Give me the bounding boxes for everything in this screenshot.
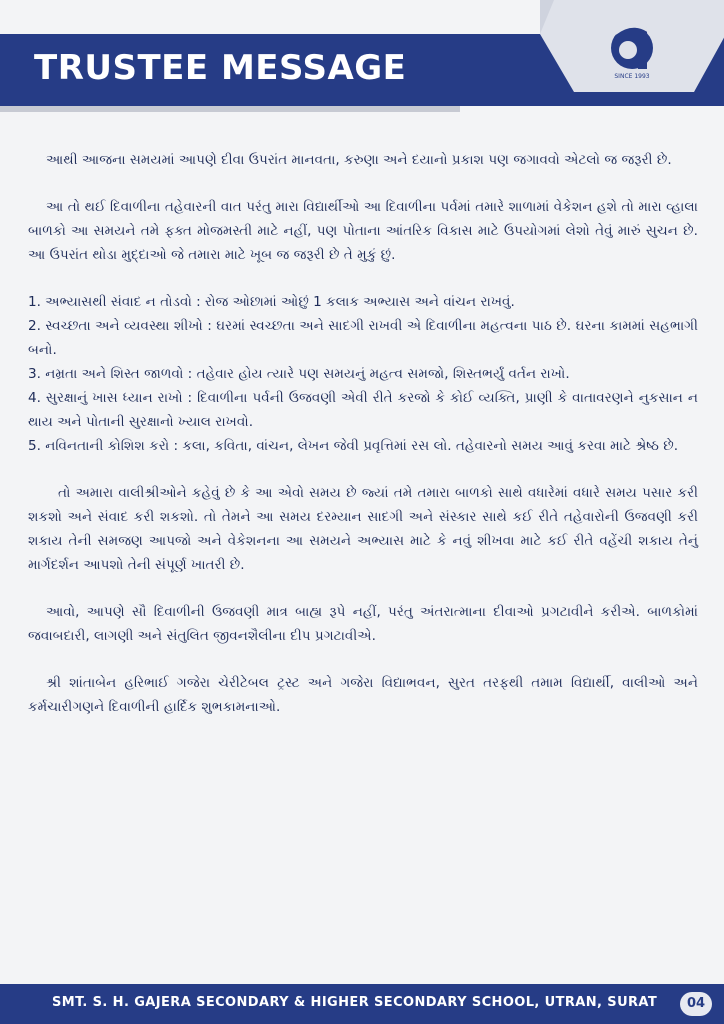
list-item: 3. નમ્રતા અને શિસ્ત જાળવો : તહેવાર હોય ત્યારે પણ સમયનું મહત્વ સમજો, શિસ્તભર્યું વર્તન રાખો. (28, 366, 570, 382)
logo-caption: SINCE 1993 (614, 73, 650, 80)
school-logo (540, 0, 724, 92)
page-number: 04 (680, 992, 712, 1016)
footer-bar (0, 984, 724, 1024)
school-name: SMT. S. H. GAJERA SECONDARY & HIGHER SECONDARY SCHOOL, UTRAN, SURAT (52, 995, 658, 1010)
logo-icon (611, 26, 653, 69)
list-item: 2. સ્વચ્છતા અને વ્યવસ્થા શીખો : ઘરમાં સ્વચ્છતા અને સાદગી રાખવી એ દિવાળીના મહત્વના પાઠ છે. ઘરના કામમાં સહભાગી બનો. (28, 318, 698, 358)
vacation-paragraph: આ તો થઈ દિવાળીના તહેવારની વાત પરંતુ મારા વિદ્યાર્થીઓ આ દિવાળીના પર્વમાં તમારે શાળામાં વેકેશન હશે તો મારા વ્હાલા બાળકો આ સમયને તમે ફક્ત મોજમસ્તી માટે નહીં, પણ પોતાના આંતરિક વિકાસ માટે ઉપયોગમાં લેશો તેવું મારું સુચન છે. આ ઉપરાંત થોડા મુદ્દાઓ જે તમારા માટે ખૂબ જ જરૂરી છે તે મુકું છું. (28, 199, 698, 263)
list-item: 1. અભ્યાસથી સંવાદ ન તોડવો : રોજ ઓછામાં ઓછું 1 કલાક અભ્યાસ અને વાંચન રાખવું. (28, 294, 515, 310)
parents-paragraph: તો અમારા વાલીશ્રીઓને કહેવું છે કે આ એવો સમય છે જ્યાં તમે તમારા બાળકો સાથે વધારેમાં વધારે સમય પસાર કરી શકશો અને સંવાદ કરી શકશો. તો તેમને આ સમય દરમ્યાન સાદગી અને સંસ્કાર સાથે કઈ રીતે તહેવારોની ઉજવણી કરી શકાય તેની સમજણ આપજો અને વેકેશનના આ સમયને અભ્યાસ માટે કે નવું શીખવા માટે કઈ રીતે વહેંચી શકાય તેનું માર્ગદર્શન આપશો તેની સંપૂર્ણ ખાતરી છે. (28, 485, 698, 573)
message-body (28, 148, 698, 719)
list-item: 4. સુરક્ષાનું ખાસ ધ્યાન રાખો : દિવાળીના પર્વની ઉજવણી એવી રીતે કરજો કે કોઈ વ્યક્તિ, પ્રાણી કે વાતાવરણને નુકસાન ન થાય અને પોતાની સુરક્ષાનો ખ્યાલ રાખવો. (28, 390, 698, 430)
list-item: 5. નવિનતાની કોશિશ કરો : કલા, કવિતા, વાંચન, લેખન જેવી પ્રવૃત્તિમાં રસ લો. તહેવારનો સમય આવું કરવા માટે શ્રેષ્ઠ છે. (28, 438, 679, 454)
logo-panel (540, 0, 724, 92)
intro-paragraph: આથી આજના સમયમાં આપણે દીવા ઉપરાંત માનવતા, કરુણા અને દયાનો પ્રકાશ પણ જગાવવો એટલો જ જરૂરી છે. (46, 152, 672, 168)
page-title: TRUSTEE MESSAGE (34, 48, 407, 88)
greetings-paragraph: શ્રી શાંતાબેન હરિભાઈ ગજેરા ચેરીટેબલ ટ્રસ્ટ અને ગજેરા વિદ્યાભવન, સુરત તરફથી તમામ વિદ્યાર્થી, વાલીઓ અને કર્મચારીગણને દિવાળીની હાર્દિક શુભકામનાઓ. (28, 675, 699, 715)
celebration-paragraph: આવો, આપણે સૌ દિવાળીની ઉજવણી માત્ર બાહ્ય રૂપે નહીં, પરંતુ અંતરાત્માના દીવાઓ પ્રગટાવીને કરીએ. બાળકોમાં જવાબદારી, લાગણી અને સંતુલિત જીવનશૈલીના દીપ પ્રગટાવીએ. (28, 604, 698, 644)
